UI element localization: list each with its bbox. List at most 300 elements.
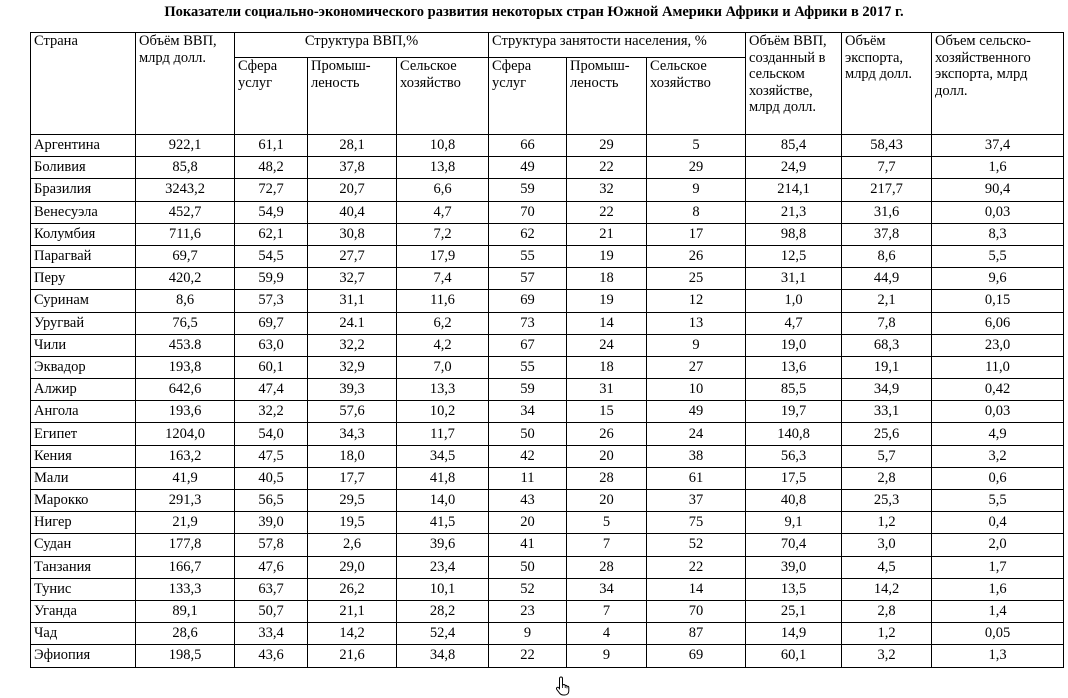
value-cell: 29,0 xyxy=(308,556,397,578)
value-cell: 32,2 xyxy=(308,334,397,356)
value-cell: 17,7 xyxy=(308,467,397,489)
value-cell: 1,4 xyxy=(932,600,1064,622)
value-cell: 9 xyxy=(489,623,567,645)
value-cell: 47,6 xyxy=(235,556,308,578)
value-cell: 193,6 xyxy=(136,401,235,423)
value-cell: 6,2 xyxy=(397,312,489,334)
value-cell: 25 xyxy=(647,268,746,290)
value-cell: 21,9 xyxy=(136,512,235,534)
value-cell: 3243,2 xyxy=(136,179,235,201)
value-cell: 10 xyxy=(647,379,746,401)
value-cell: 21,6 xyxy=(308,645,397,667)
table-row xyxy=(31,490,1064,512)
header-agri-exports: Объем сельско-хозяйственного экспорта, млрд долл. xyxy=(932,33,1064,135)
value-cell: 37,8 xyxy=(308,157,397,179)
value-cell: 59 xyxy=(489,179,567,201)
value-cell: 19,0 xyxy=(746,334,842,356)
value-cell: 19,5 xyxy=(308,512,397,534)
value-cell: 10,8 xyxy=(397,135,489,157)
value-cell: 7,4 xyxy=(397,268,489,290)
value-cell: 26 xyxy=(647,245,746,267)
value-cell: 4,7 xyxy=(746,312,842,334)
table-row xyxy=(31,600,1064,622)
value-cell: 18 xyxy=(567,268,647,290)
table-row xyxy=(31,223,1064,245)
value-cell: 55 xyxy=(489,356,567,378)
value-cell: 14 xyxy=(647,578,746,600)
value-cell: 47,4 xyxy=(235,379,308,401)
value-cell: 33,4 xyxy=(235,623,308,645)
value-cell: 12,5 xyxy=(746,245,842,267)
value-cell: 69,7 xyxy=(136,245,235,267)
value-cell: 66 xyxy=(489,135,567,157)
value-cell: 11 xyxy=(489,467,567,489)
value-cell: 453.8 xyxy=(136,334,235,356)
value-cell: 0,03 xyxy=(932,201,1064,223)
value-cell: 5,5 xyxy=(932,490,1064,512)
value-cell: 39,0 xyxy=(235,512,308,534)
value-cell: 37,8 xyxy=(842,223,932,245)
value-cell: 29,5 xyxy=(308,490,397,512)
value-cell: 50,7 xyxy=(235,600,308,622)
value-cell: 20,7 xyxy=(308,179,397,201)
value-cell: 70 xyxy=(489,201,567,223)
value-cell: 70,4 xyxy=(746,534,842,556)
value-cell: 10,1 xyxy=(397,578,489,600)
header-gdp-agri: Объём ВВП, созданный в сельском хозяйстве, млрд долл. xyxy=(746,33,842,135)
value-cell: 13,6 xyxy=(746,356,842,378)
value-cell: 70 xyxy=(647,600,746,622)
value-cell: 57,3 xyxy=(235,290,308,312)
value-cell: 8,3 xyxy=(932,223,1064,245)
value-cell: 54,5 xyxy=(235,245,308,267)
value-cell: 22 xyxy=(489,645,567,667)
value-cell: 38 xyxy=(647,445,746,467)
value-cell: 291,3 xyxy=(136,490,235,512)
value-cell: 2,6 xyxy=(308,534,397,556)
value-cell: 5,5 xyxy=(932,245,1064,267)
value-cell: 39,0 xyxy=(746,556,842,578)
table-row xyxy=(31,157,1064,179)
value-cell: 7,2 xyxy=(397,223,489,245)
country-cell: Кения xyxy=(31,445,136,467)
table-row xyxy=(31,423,1064,445)
value-cell: 14,2 xyxy=(308,623,397,645)
value-cell: 2,1 xyxy=(842,290,932,312)
value-cell: 28,2 xyxy=(397,600,489,622)
value-cell: 28,6 xyxy=(136,623,235,645)
value-cell: 41,8 xyxy=(397,467,489,489)
value-cell: 3,2 xyxy=(932,445,1064,467)
value-cell: 34 xyxy=(489,401,567,423)
value-cell: 0,4 xyxy=(932,512,1064,534)
value-cell: 13 xyxy=(647,312,746,334)
value-cell: 1,7 xyxy=(932,556,1064,578)
header-country: Страна xyxy=(31,33,136,135)
table-row xyxy=(31,290,1064,312)
value-cell: 48,2 xyxy=(235,157,308,179)
country-cell: Эфиопия xyxy=(31,645,136,667)
header-emp-agriculture: Сельское хозяйство xyxy=(647,58,746,135)
country-cell: Эквадор xyxy=(31,356,136,378)
table-row xyxy=(31,578,1064,600)
value-cell: 34,8 xyxy=(397,645,489,667)
country-cell: Уганда xyxy=(31,600,136,622)
value-cell: 19,7 xyxy=(746,401,842,423)
header-employment-structure: Структура занятости населения, % xyxy=(489,33,746,58)
country-cell: Колумбия xyxy=(31,223,136,245)
value-cell: 98,8 xyxy=(746,223,842,245)
value-cell: 41,9 xyxy=(136,467,235,489)
value-cell: 57,6 xyxy=(308,401,397,423)
value-cell: 21 xyxy=(567,223,647,245)
value-cell: 21,1 xyxy=(308,600,397,622)
value-cell: 54,0 xyxy=(235,423,308,445)
value-cell: 1204,0 xyxy=(136,423,235,445)
document-title: Показатели социально-экономического развития некоторых стран Южной Америки Африки и Африки в 2017 г. xyxy=(164,4,904,20)
value-cell: 9,6 xyxy=(932,268,1064,290)
value-cell: 39,3 xyxy=(308,379,397,401)
value-cell: 52 xyxy=(647,534,746,556)
value-cell: 61 xyxy=(647,467,746,489)
value-cell: 49 xyxy=(489,157,567,179)
value-cell: 23,4 xyxy=(397,556,489,578)
value-cell: 14,2 xyxy=(842,578,932,600)
value-cell: 11,0 xyxy=(932,356,1064,378)
country-cell: Танзания xyxy=(31,556,136,578)
value-cell: 30,8 xyxy=(308,223,397,245)
value-cell: 24 xyxy=(647,423,746,445)
data-table xyxy=(30,32,1064,668)
country-cell: Судан xyxy=(31,534,136,556)
country-cell: Уругвай xyxy=(31,312,136,334)
value-cell: 52,4 xyxy=(397,623,489,645)
value-cell: 6,06 xyxy=(932,312,1064,334)
value-cell: 34,9 xyxy=(842,379,932,401)
value-cell: 711,6 xyxy=(136,223,235,245)
value-cell: 922,1 xyxy=(136,135,235,157)
value-cell: 32,7 xyxy=(308,268,397,290)
value-cell: 85,4 xyxy=(746,135,842,157)
value-cell: 33,1 xyxy=(842,401,932,423)
value-cell: 13,3 xyxy=(397,379,489,401)
value-cell: 163,2 xyxy=(136,445,235,467)
value-cell: 63,7 xyxy=(235,578,308,600)
value-cell: 7,7 xyxy=(842,157,932,179)
value-cell: 37 xyxy=(647,490,746,512)
table-row xyxy=(31,201,1064,223)
value-cell: 60,1 xyxy=(746,645,842,667)
table-row xyxy=(31,445,1064,467)
value-cell: 6,6 xyxy=(397,179,489,201)
header-gdp: Объём ВВП, млрд долл. xyxy=(136,33,235,135)
value-cell: 25,3 xyxy=(842,490,932,512)
value-cell: 1,6 xyxy=(932,578,1064,600)
value-cell: 0,6 xyxy=(932,467,1064,489)
header-gdp-structure: Структура ВВП,% xyxy=(235,33,489,58)
country-cell: Парагвай xyxy=(31,245,136,267)
table-row xyxy=(31,245,1064,267)
value-cell: 7,0 xyxy=(397,356,489,378)
value-cell: 133,3 xyxy=(136,578,235,600)
country-cell: Марокко xyxy=(31,490,136,512)
value-cell: 14,9 xyxy=(746,623,842,645)
value-cell: 61,1 xyxy=(235,135,308,157)
value-cell: 9 xyxy=(647,179,746,201)
value-cell: 27,7 xyxy=(308,245,397,267)
value-cell: 43 xyxy=(489,490,567,512)
value-cell: 85,5 xyxy=(746,379,842,401)
value-cell: 24,9 xyxy=(746,157,842,179)
value-cell: 8,6 xyxy=(842,245,932,267)
value-cell: 140,8 xyxy=(746,423,842,445)
value-cell: 49 xyxy=(647,401,746,423)
value-cell: 1,2 xyxy=(842,623,932,645)
value-cell: 58,43 xyxy=(842,135,932,157)
table-row xyxy=(31,334,1064,356)
value-cell: 9,1 xyxy=(746,512,842,534)
value-cell: 34,3 xyxy=(308,423,397,445)
value-cell: 75 xyxy=(647,512,746,534)
country-cell: Суринам xyxy=(31,290,136,312)
table-row xyxy=(31,268,1064,290)
value-cell: 47,5 xyxy=(235,445,308,467)
value-cell: 0,03 xyxy=(932,401,1064,423)
value-cell: 90,4 xyxy=(932,179,1064,201)
value-cell: 13,8 xyxy=(397,157,489,179)
value-cell: 7 xyxy=(567,534,647,556)
value-cell: 89,1 xyxy=(136,600,235,622)
value-cell: 420,2 xyxy=(136,268,235,290)
header-emp-industry: Промыш-леность xyxy=(567,58,647,135)
value-cell: 55 xyxy=(489,245,567,267)
header-gdp-services: Сфера услуг xyxy=(235,58,308,135)
value-cell: 41 xyxy=(489,534,567,556)
value-cell: 59,9 xyxy=(235,268,308,290)
value-cell: 31,1 xyxy=(746,268,842,290)
value-cell: 22 xyxy=(567,201,647,223)
value-cell: 2,8 xyxy=(842,467,932,489)
value-cell: 27 xyxy=(647,356,746,378)
value-cell: 0,15 xyxy=(932,290,1064,312)
value-cell: 19,1 xyxy=(842,356,932,378)
value-cell: 32,2 xyxy=(235,401,308,423)
value-cell: 31 xyxy=(567,379,647,401)
value-cell: 4,9 xyxy=(932,423,1064,445)
value-cell: 5,7 xyxy=(842,445,932,467)
value-cell: 63,0 xyxy=(235,334,308,356)
value-cell: 20 xyxy=(489,512,567,534)
value-cell: 32,9 xyxy=(308,356,397,378)
value-cell: 25,6 xyxy=(842,423,932,445)
country-cell: Венесуэла xyxy=(31,201,136,223)
country-cell: Мали xyxy=(31,467,136,489)
country-cell: Чад xyxy=(31,623,136,645)
value-cell: 41,5 xyxy=(397,512,489,534)
value-cell: 40,4 xyxy=(308,201,397,223)
value-cell: 56,5 xyxy=(235,490,308,512)
value-cell: 69 xyxy=(647,645,746,667)
value-cell: 52 xyxy=(489,578,567,600)
value-cell: 2,0 xyxy=(932,534,1064,556)
value-cell: 166,7 xyxy=(136,556,235,578)
value-cell: 69,7 xyxy=(235,312,308,334)
value-cell: 43,6 xyxy=(235,645,308,667)
value-cell: 50 xyxy=(489,423,567,445)
value-cell: 7 xyxy=(567,600,647,622)
value-cell: 0,42 xyxy=(932,379,1064,401)
value-cell: 40,5 xyxy=(235,467,308,489)
value-cell: 28 xyxy=(567,556,647,578)
value-cell: 29 xyxy=(567,135,647,157)
value-cell: 3,2 xyxy=(842,645,932,667)
value-cell: 13,5 xyxy=(746,578,842,600)
value-cell: 25,1 xyxy=(746,600,842,622)
value-cell: 57,8 xyxy=(235,534,308,556)
country-cell: Нигер xyxy=(31,512,136,534)
value-cell: 22 xyxy=(567,157,647,179)
hand-pointer-icon xyxy=(555,676,573,696)
value-cell: 3,0 xyxy=(842,534,932,556)
value-cell: 68,3 xyxy=(842,334,932,356)
header-gdp-industry: Промыш-леность xyxy=(308,58,397,135)
value-cell: 31,1 xyxy=(308,290,397,312)
country-cell: Тунис xyxy=(31,578,136,600)
value-cell: 20 xyxy=(567,445,647,467)
value-cell: 198,5 xyxy=(136,645,235,667)
country-cell: Чили xyxy=(31,334,136,356)
table-row xyxy=(31,179,1064,201)
value-cell: 4,2 xyxy=(397,334,489,356)
value-cell: 17,5 xyxy=(746,467,842,489)
value-cell: 62 xyxy=(489,223,567,245)
value-cell: 67 xyxy=(489,334,567,356)
value-cell: 40,8 xyxy=(746,490,842,512)
header-gdp-agriculture: Сельское хозяйство xyxy=(397,58,489,135)
value-cell: 177,8 xyxy=(136,534,235,556)
value-cell: 9 xyxy=(647,334,746,356)
table-row xyxy=(31,401,1064,423)
value-cell: 69 xyxy=(489,290,567,312)
header-emp-services: Сфера услуг xyxy=(489,58,567,135)
value-cell: 29 xyxy=(647,157,746,179)
value-cell: 4,5 xyxy=(842,556,932,578)
value-cell: 19 xyxy=(567,245,647,267)
table-row xyxy=(31,534,1064,556)
table-row xyxy=(31,135,1064,157)
value-cell: 9 xyxy=(567,645,647,667)
value-cell: 5 xyxy=(567,512,647,534)
value-cell: 39,6 xyxy=(397,534,489,556)
value-cell: 4 xyxy=(567,623,647,645)
table-row xyxy=(31,379,1064,401)
value-cell: 62,1 xyxy=(235,223,308,245)
value-cell: 42 xyxy=(489,445,567,467)
country-cell: Перу xyxy=(31,268,136,290)
value-cell: 1,6 xyxy=(932,157,1064,179)
value-cell: 193,8 xyxy=(136,356,235,378)
value-cell: 50 xyxy=(489,556,567,578)
value-cell: 59 xyxy=(489,379,567,401)
value-cell: 22 xyxy=(647,556,746,578)
value-cell: 34,5 xyxy=(397,445,489,467)
value-cell: 57 xyxy=(489,268,567,290)
value-cell: 54,9 xyxy=(235,201,308,223)
table-row xyxy=(31,623,1064,645)
table-row xyxy=(31,312,1064,334)
value-cell: 34 xyxy=(567,578,647,600)
value-cell: 2,8 xyxy=(842,600,932,622)
value-cell: 18 xyxy=(567,356,647,378)
value-cell: 20 xyxy=(567,490,647,512)
value-cell: 72,7 xyxy=(235,179,308,201)
value-cell: 23,0 xyxy=(932,334,1064,356)
value-cell: 452,7 xyxy=(136,201,235,223)
value-cell: 14,0 xyxy=(397,490,489,512)
value-cell: 1,3 xyxy=(932,645,1064,667)
table-row xyxy=(31,556,1064,578)
country-cell: Бразилия xyxy=(31,179,136,201)
value-cell: 28,1 xyxy=(308,135,397,157)
value-cell: 76,5 xyxy=(136,312,235,334)
value-cell: 19 xyxy=(567,290,647,312)
value-cell: 44,9 xyxy=(842,268,932,290)
value-cell: 23 xyxy=(489,600,567,622)
value-cell: 14 xyxy=(567,312,647,334)
country-cell: Боливия xyxy=(31,157,136,179)
value-cell: 87 xyxy=(647,623,746,645)
value-cell: 11,7 xyxy=(397,423,489,445)
value-cell: 7,8 xyxy=(842,312,932,334)
value-cell: 26,2 xyxy=(308,578,397,600)
value-cell: 85,8 xyxy=(136,157,235,179)
value-cell: 214,1 xyxy=(746,179,842,201)
value-cell: 18,0 xyxy=(308,445,397,467)
value-cell: 11,6 xyxy=(397,290,489,312)
country-cell: Алжир xyxy=(31,379,136,401)
value-cell: 31,6 xyxy=(842,201,932,223)
value-cell: 60,1 xyxy=(235,356,308,378)
value-cell: 26 xyxy=(567,423,647,445)
value-cell: 32 xyxy=(567,179,647,201)
value-cell: 73 xyxy=(489,312,567,334)
value-cell: 15 xyxy=(567,401,647,423)
country-cell: Ангола xyxy=(31,401,136,423)
country-cell: Египет xyxy=(31,423,136,445)
value-cell: 642,6 xyxy=(136,379,235,401)
value-cell: 8,6 xyxy=(136,290,235,312)
table-row xyxy=(31,467,1064,489)
value-cell: 17 xyxy=(647,223,746,245)
value-cell: 24.1 xyxy=(308,312,397,334)
value-cell: 21,3 xyxy=(746,201,842,223)
country-cell: Аргентина xyxy=(31,135,136,157)
value-cell: 17,9 xyxy=(397,245,489,267)
value-cell: 56,3 xyxy=(746,445,842,467)
table-row xyxy=(31,512,1064,534)
table-row xyxy=(31,356,1064,378)
value-cell: 1,0 xyxy=(746,290,842,312)
value-cell: 0,05 xyxy=(932,623,1064,645)
value-cell: 37,4 xyxy=(932,135,1064,157)
table-row xyxy=(31,645,1064,667)
value-cell: 4,7 xyxy=(397,201,489,223)
table-body xyxy=(31,135,1064,668)
value-cell: 12 xyxy=(647,290,746,312)
value-cell: 1,2 xyxy=(842,512,932,534)
header-exports: Объём экспорта, млрд долл. xyxy=(842,33,932,135)
value-cell: 28 xyxy=(567,467,647,489)
